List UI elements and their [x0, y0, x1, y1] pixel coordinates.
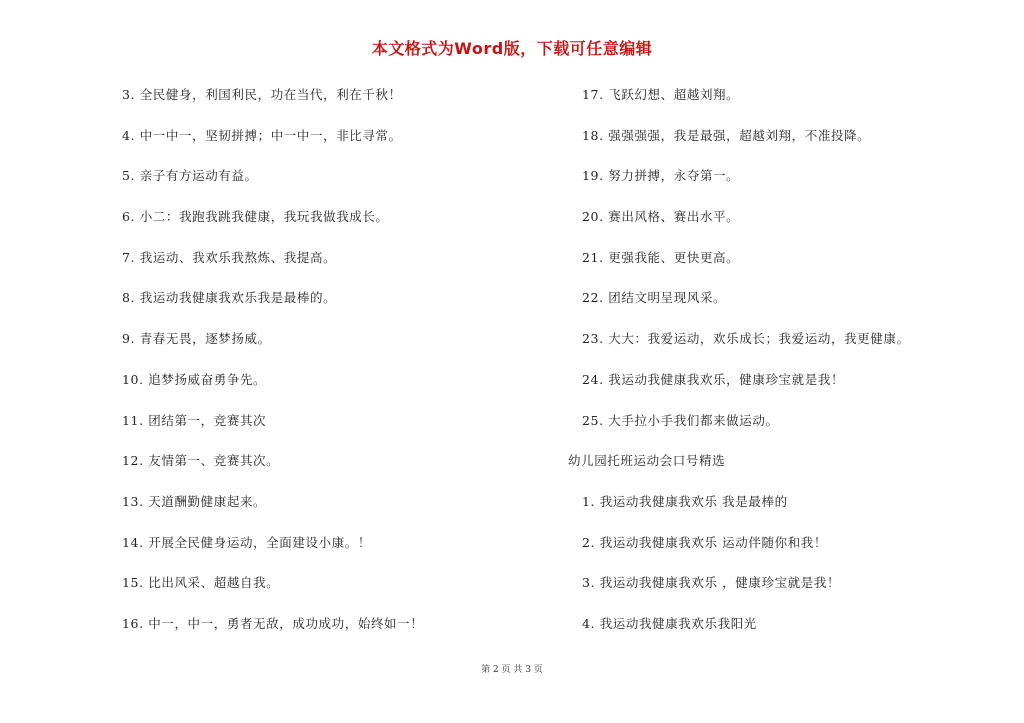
list-item: 19. 努力拼搏，永夺第一。	[582, 168, 740, 184]
list-item: 3. 全民健身，利国利民，功在当代，利在千秋！	[122, 87, 402, 102]
list-item: 12. 友情第一、竞赛其次。	[122, 453, 280, 469]
list-item: 14. 开展全民健身运动，全面建设小康。！	[122, 534, 371, 550]
list-item: 3. 我运动我健康我欢乐 ，健康珍宝就是我！	[582, 575, 841, 591]
list-item: 20. 赛出风格、赛出水平。	[582, 209, 740, 225]
list-item: 22. 团结文明呈现风采。	[582, 290, 727, 306]
list-item: 25. 大手拉小手我们都来做运动。	[582, 412, 779, 428]
list-item: 24. 我运动我健康我欢乐，健康珍宝就是我！	[582, 371, 845, 387]
list-item: 9. 青春无畏，逐梦扬威。	[122, 331, 271, 347]
list-item: 8. 我运动我健康我欢乐我是最棒的。	[122, 290, 337, 306]
list-item: 21. 更强我能、更快更高。	[582, 249, 740, 265]
section-heading: 幼儿园托班运动会口号精选	[568, 453, 726, 469]
list-item: 7. 我运动、我欢乐我熬炼、我提高。	[122, 249, 337, 265]
list-item: 15. 比出风采、超越自我。	[122, 575, 280, 591]
list-item: 4. 我运动我健康我欢乐我阳光	[582, 615, 757, 631]
list-item: 5. 亲子有方运动有益。	[122, 168, 258, 184]
list-item: 11. 团结第一，竞赛其次	[122, 412, 267, 428]
list-item: 4. 中一中一，坚韧拼搏；中一中一，非比寻常。	[122, 127, 402, 143]
list-item: 6. 小二：我跑我跳我健康，我玩我做我成长。	[122, 209, 389, 225]
page-number-footer: 第 2 页 共 3 页	[481, 665, 543, 675]
list-item: 10. 追梦扬威奋勇争先。	[122, 371, 267, 387]
list-item: 18. 强强强强，我是最强，超越刘翔，不准投降。	[582, 127, 871, 143]
list-item: 23. 大大：我爱运动，欢乐成长；我爱运动，我更健康。	[582, 331, 910, 347]
list-item: 16. 中一，中一，勇者无敌，成功成功，始终如一！	[122, 615, 424, 631]
slogan-list-left	[122, 85, 542, 655]
list-item: 2. 我运动我健康我欢乐 运动伴随你和我！	[582, 534, 827, 550]
list-item: 13. 天道酬勤健康起来。	[122, 493, 267, 509]
list-item: 1. 我运动我健康我欢乐 我是最棒的	[582, 493, 788, 509]
list-item: 17. 飞跃幻想、超越刘翔。	[582, 87, 740, 102]
slogan-list-right	[568, 85, 1008, 655]
document-banner: 本文格式为Word版，下载可任意编辑	[371, 39, 653, 58]
